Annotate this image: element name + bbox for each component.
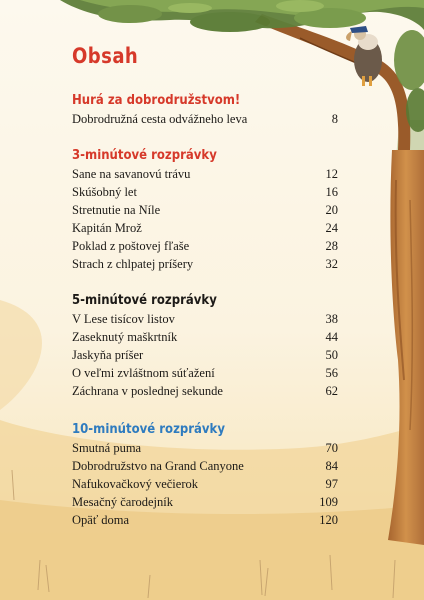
toc-entry[interactable]: [72, 364, 338, 382]
entry-title: Dobrodružstvo na Grand Canyone: [72, 459, 244, 473]
toc-section: [72, 146, 338, 273]
entry-page-number: 12: [325, 167, 338, 181]
entry-page-number: 70: [325, 441, 338, 455]
entry-title: Skúšobný let: [72, 185, 137, 199]
entry-title: Opäť doma: [72, 513, 130, 527]
entry-page-number: 32: [325, 257, 338, 271]
toc-entry[interactable]: [72, 493, 338, 511]
entry-page-number: 20: [325, 203, 338, 217]
entry-page-number: 16: [325, 185, 338, 199]
entry-title: Záchrana v poslednej sekunde: [72, 384, 223, 398]
entry-page-number: 8: [331, 112, 338, 126]
toc-section: [72, 291, 338, 400]
entry-page-number: 120: [319, 513, 338, 527]
toc-entry[interactable]: [72, 310, 338, 328]
toc-entry[interactable]: [72, 201, 338, 219]
entry-title: Dobrodružná cesta odvážneho leva: [72, 112, 248, 126]
toc-entry[interactable]: [72, 439, 338, 457]
entry-page-number: 109: [319, 495, 338, 509]
entry-page-number: 28: [325, 239, 338, 253]
entry-page-number: 44: [325, 330, 338, 344]
toc-entry[interactable]: [72, 237, 338, 255]
section-heading: 5-minútové rozprávky: [72, 293, 217, 308]
toc-entry[interactable]: [72, 219, 338, 237]
entry-title: V Lese tisícov listov: [72, 312, 175, 326]
entry-title: Smutná puma: [72, 441, 142, 455]
toc-entry[interactable]: [72, 328, 338, 346]
entry-title: Stretnutie na Níle: [72, 203, 161, 217]
entry-page-number: 84: [325, 459, 338, 473]
section-heading: 10-minútové rozprávky: [72, 422, 225, 437]
entry-title: O veľmi zvláštnom súťažení: [72, 366, 215, 380]
toc-entry[interactable]: [72, 110, 338, 128]
entry-page-number: 56: [325, 366, 338, 380]
toc-entry[interactable]: [72, 255, 338, 273]
entry-page-number: 50: [325, 348, 338, 362]
toc-section: [72, 91, 338, 128]
entry-title: Sane na savanovú trávu: [72, 167, 191, 181]
entry-title: Zaseknutý maškrtník: [72, 330, 178, 344]
entry-title: Jaskyňa príšer: [72, 348, 144, 362]
toc-entry[interactable]: [72, 475, 338, 493]
toc-section: [72, 420, 338, 529]
entry-title: Kapitán Mrož: [72, 221, 142, 235]
toc-entry[interactable]: [72, 346, 338, 364]
toc-entry[interactable]: [72, 457, 338, 475]
toc-entry[interactable]: [72, 511, 338, 529]
entry-page-number: 97: [325, 477, 338, 491]
entry-page-number: 62: [325, 384, 338, 398]
section-heading: 3-minútové rozprávky: [72, 148, 217, 163]
entry-title: Strach z chlpatej príšery: [72, 257, 194, 271]
entry-title: Poklad z poštovej fľaše: [72, 239, 190, 253]
toc-entry[interactable]: [72, 183, 338, 201]
entry-title: Mesačný čarodejník: [72, 495, 174, 509]
entry-page-number: 24: [325, 221, 338, 235]
page-title: Obsah: [72, 44, 139, 68]
toc-entry[interactable]: [72, 382, 338, 400]
entry-title: Nafukovačkový večierok: [72, 477, 198, 491]
section-heading: Hurá za dobrodružstvom!: [72, 93, 241, 108]
entry-page-number: 38: [325, 312, 338, 326]
toc-entry[interactable]: [72, 165, 338, 183]
